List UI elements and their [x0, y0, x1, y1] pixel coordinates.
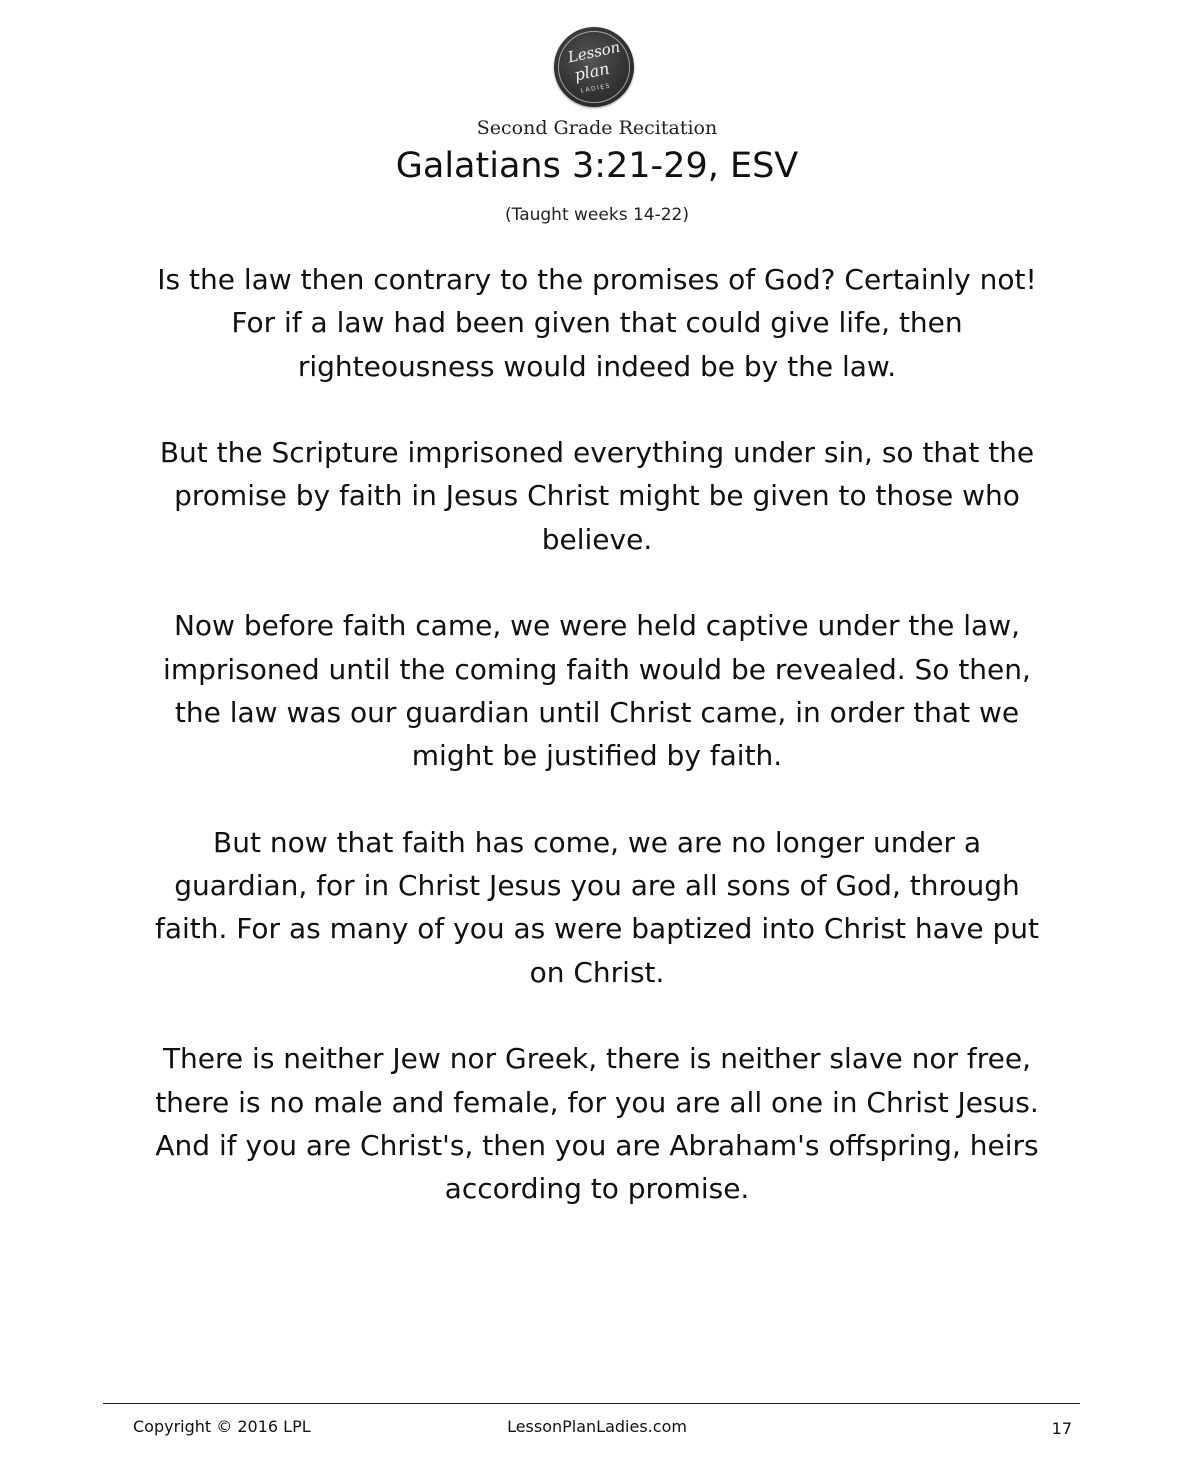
passage-line: faith. For as many of you as were baptized into Christ have put: [154, 912, 1040, 946]
passage-paragraph: [120, 1037, 1074, 1210]
passage-line: believe.: [541, 522, 653, 556]
footer-copyright: Copyright © 2016 LPL: [133, 1417, 311, 1436]
passage-line: the law was our guardian until Christ came, in order that we: [174, 695, 1020, 729]
passage-line: Is the law then contrary to the promises of God? Certainly not!: [157, 263, 1037, 296]
passage-paragraph: [120, 821, 1074, 994]
logo-word-lesson: Lesson: [566, 37, 622, 67]
passage-line: promise by faith in Jesus Christ might be given to those who: [174, 479, 1020, 513]
footer-website: LessonPlanLadies.com: [507, 1417, 687, 1436]
passage-line: And if you are Christ's, then you are Abraham's offspring, heirs: [155, 1128, 1039, 1162]
passage-line: But the Scripture imprisoned everything under sin, so that the: [159, 436, 1035, 470]
passage-line: But now that faith has come, we are no longer under a: [212, 825, 982, 859]
page-title: Galatians 3:21-29, ESV: [395, 146, 799, 186]
passage-line: there is no male and female, for you are all one in Christ Jesus.: [155, 1085, 1039, 1119]
passage-line: according to promise.: [444, 1172, 750, 1206]
passage-paragraph: [120, 604, 1074, 777]
passage-line: guardian, for in Christ Jesus you are all sons of God, through: [174, 869, 1020, 903]
logo-lettering: [554, 27, 634, 107]
passage-line: righteousness would indeed be by the law.: [297, 349, 897, 383]
footer-page-number: 17: [1051, 1419, 1072, 1438]
footer-divider: [103, 1403, 1080, 1404]
logo-word-ladies: LADIES: [580, 82, 612, 95]
passage-line: on Christ.: [529, 955, 665, 989]
logo-word-plan: plan: [572, 58, 612, 85]
passage-paragraph: [120, 431, 1074, 561]
page-subtitle: Second Grade Recitation: [476, 117, 718, 139]
lesson-plan-ladies-logo: [554, 27, 634, 107]
passage-paragraph: [120, 258, 1074, 388]
taught-weeks-note: (Taught weeks 14-22): [505, 205, 689, 225]
passage-line: might be justified by faith.: [411, 739, 783, 773]
passage-line: imprisoned until the coming faith would be revealed. So then,: [163, 652, 1031, 686]
passage-line: For if a law had been given that could give life, then: [231, 306, 963, 340]
passage-line: Now before faith came, we were held captive under the law,: [173, 609, 1021, 643]
scripture-passages: [120, 258, 1074, 1254]
passage-line: There is neither Jew nor Greek, there is neither slave nor free,: [162, 1042, 1032, 1076]
